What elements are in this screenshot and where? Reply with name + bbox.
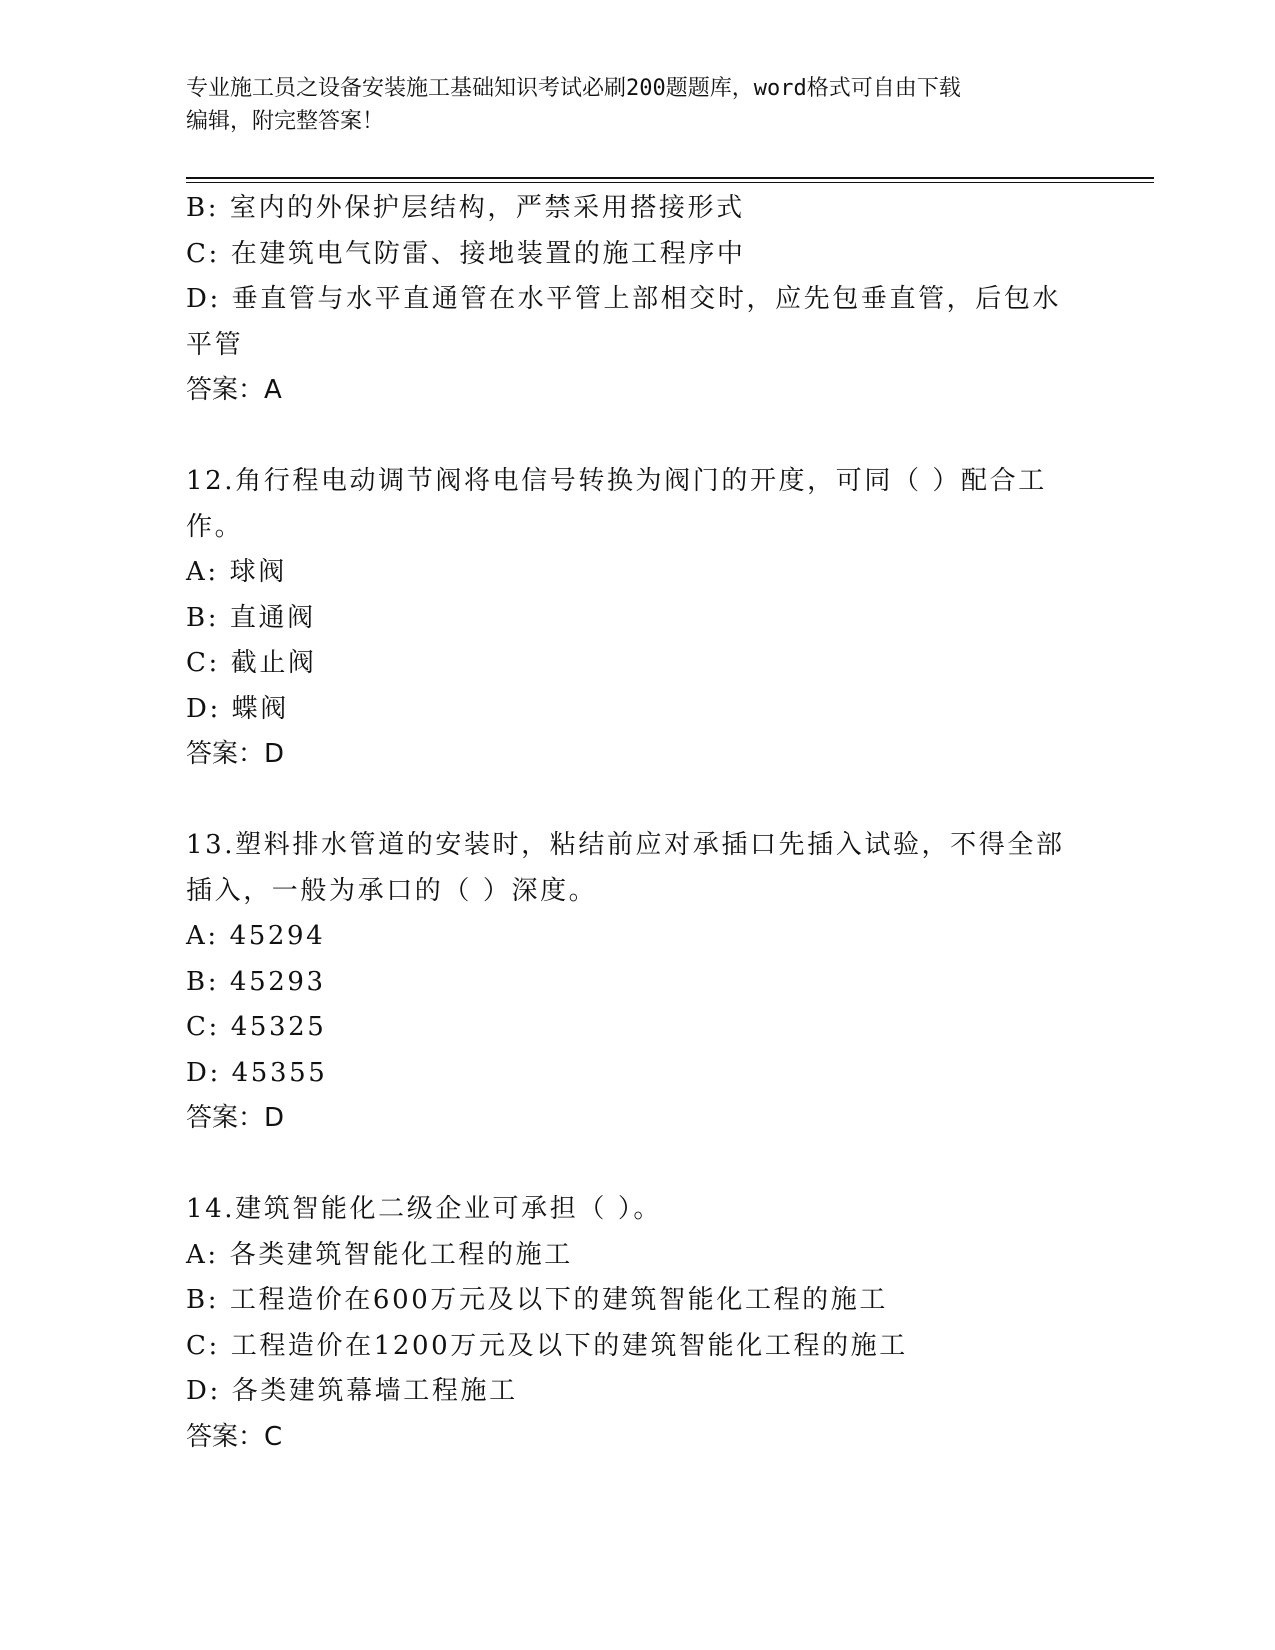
header-divider-thick xyxy=(186,177,1154,179)
question-12 xyxy=(186,459,1086,778)
question-list xyxy=(186,186,1086,1460)
question-13 xyxy=(186,823,1086,1142)
header-title-line-1: 专业施工员之设备安装施工基础知识考试必刷200题题库，word格式可自由下载 xyxy=(186,76,961,101)
option-d: D: 45355 xyxy=(186,1057,328,1088)
spacer xyxy=(186,778,1086,824)
option-b: B: 工程造价在600万元及以下的建筑智能化工程的施工 xyxy=(186,1285,888,1315)
option-c: C: 工程造价在1200万元及以下的建筑智能化工程的施工 xyxy=(186,1330,908,1361)
answer-line: 答案：D xyxy=(186,1103,285,1133)
header-title-line-2: 编辑，附完整答案！ xyxy=(186,109,385,134)
option-b: B: 室内的外保护层结构，严禁采用搭接形式 xyxy=(186,193,745,223)
document-header xyxy=(186,72,1066,138)
option-b: B: 直通阀 xyxy=(186,602,316,633)
answer-line: 答案：A xyxy=(186,375,282,405)
option-a: A: 各类建筑智能化工程的施工 xyxy=(186,1239,573,1270)
spacer xyxy=(186,1142,1086,1188)
option-c: C: 在建筑电气防雷、接地装置的施工程序中 xyxy=(186,238,746,269)
option-c: C: 截止阀 xyxy=(186,648,317,678)
header-divider-thin xyxy=(186,182,1154,183)
question-stem-continued: 作。 xyxy=(186,511,244,542)
option-d: D: 垂直管与水平直通管在水平管上部相交时，应先包垂直管，后包水 xyxy=(186,284,1062,314)
question-stem: 13.塑料排水管道的安装时，粘结前应对承插口先插入试验，不得全部 xyxy=(186,830,1065,860)
option-c: C: 45325 xyxy=(186,1012,327,1042)
option-d-continued: 平管 xyxy=(186,329,244,360)
spacer xyxy=(186,414,1086,460)
question-stem: 14.建筑智能化二级企业可承担（ ）。 xyxy=(186,1194,663,1224)
option-a: A: 球阀 xyxy=(186,557,287,587)
question-14 xyxy=(186,1187,1086,1460)
question-11-continued xyxy=(186,186,1086,414)
option-b: B: 45293 xyxy=(186,966,326,997)
answer-line: 答案：C xyxy=(186,1421,283,1452)
option-d: D: 蝶阀 xyxy=(186,693,289,724)
question-stem-continued: 插入，一般为承口的（ ）深度。 xyxy=(186,875,598,906)
option-a: A: 45294 xyxy=(186,921,326,951)
option-d: D: 各类建筑幕墙工程施工 xyxy=(186,1376,518,1406)
question-stem: 12.角行程电动调节阀将电信号转换为阀门的开度，可同（ ）配合工 xyxy=(186,466,1047,496)
answer-line: 答案：D xyxy=(186,739,285,769)
